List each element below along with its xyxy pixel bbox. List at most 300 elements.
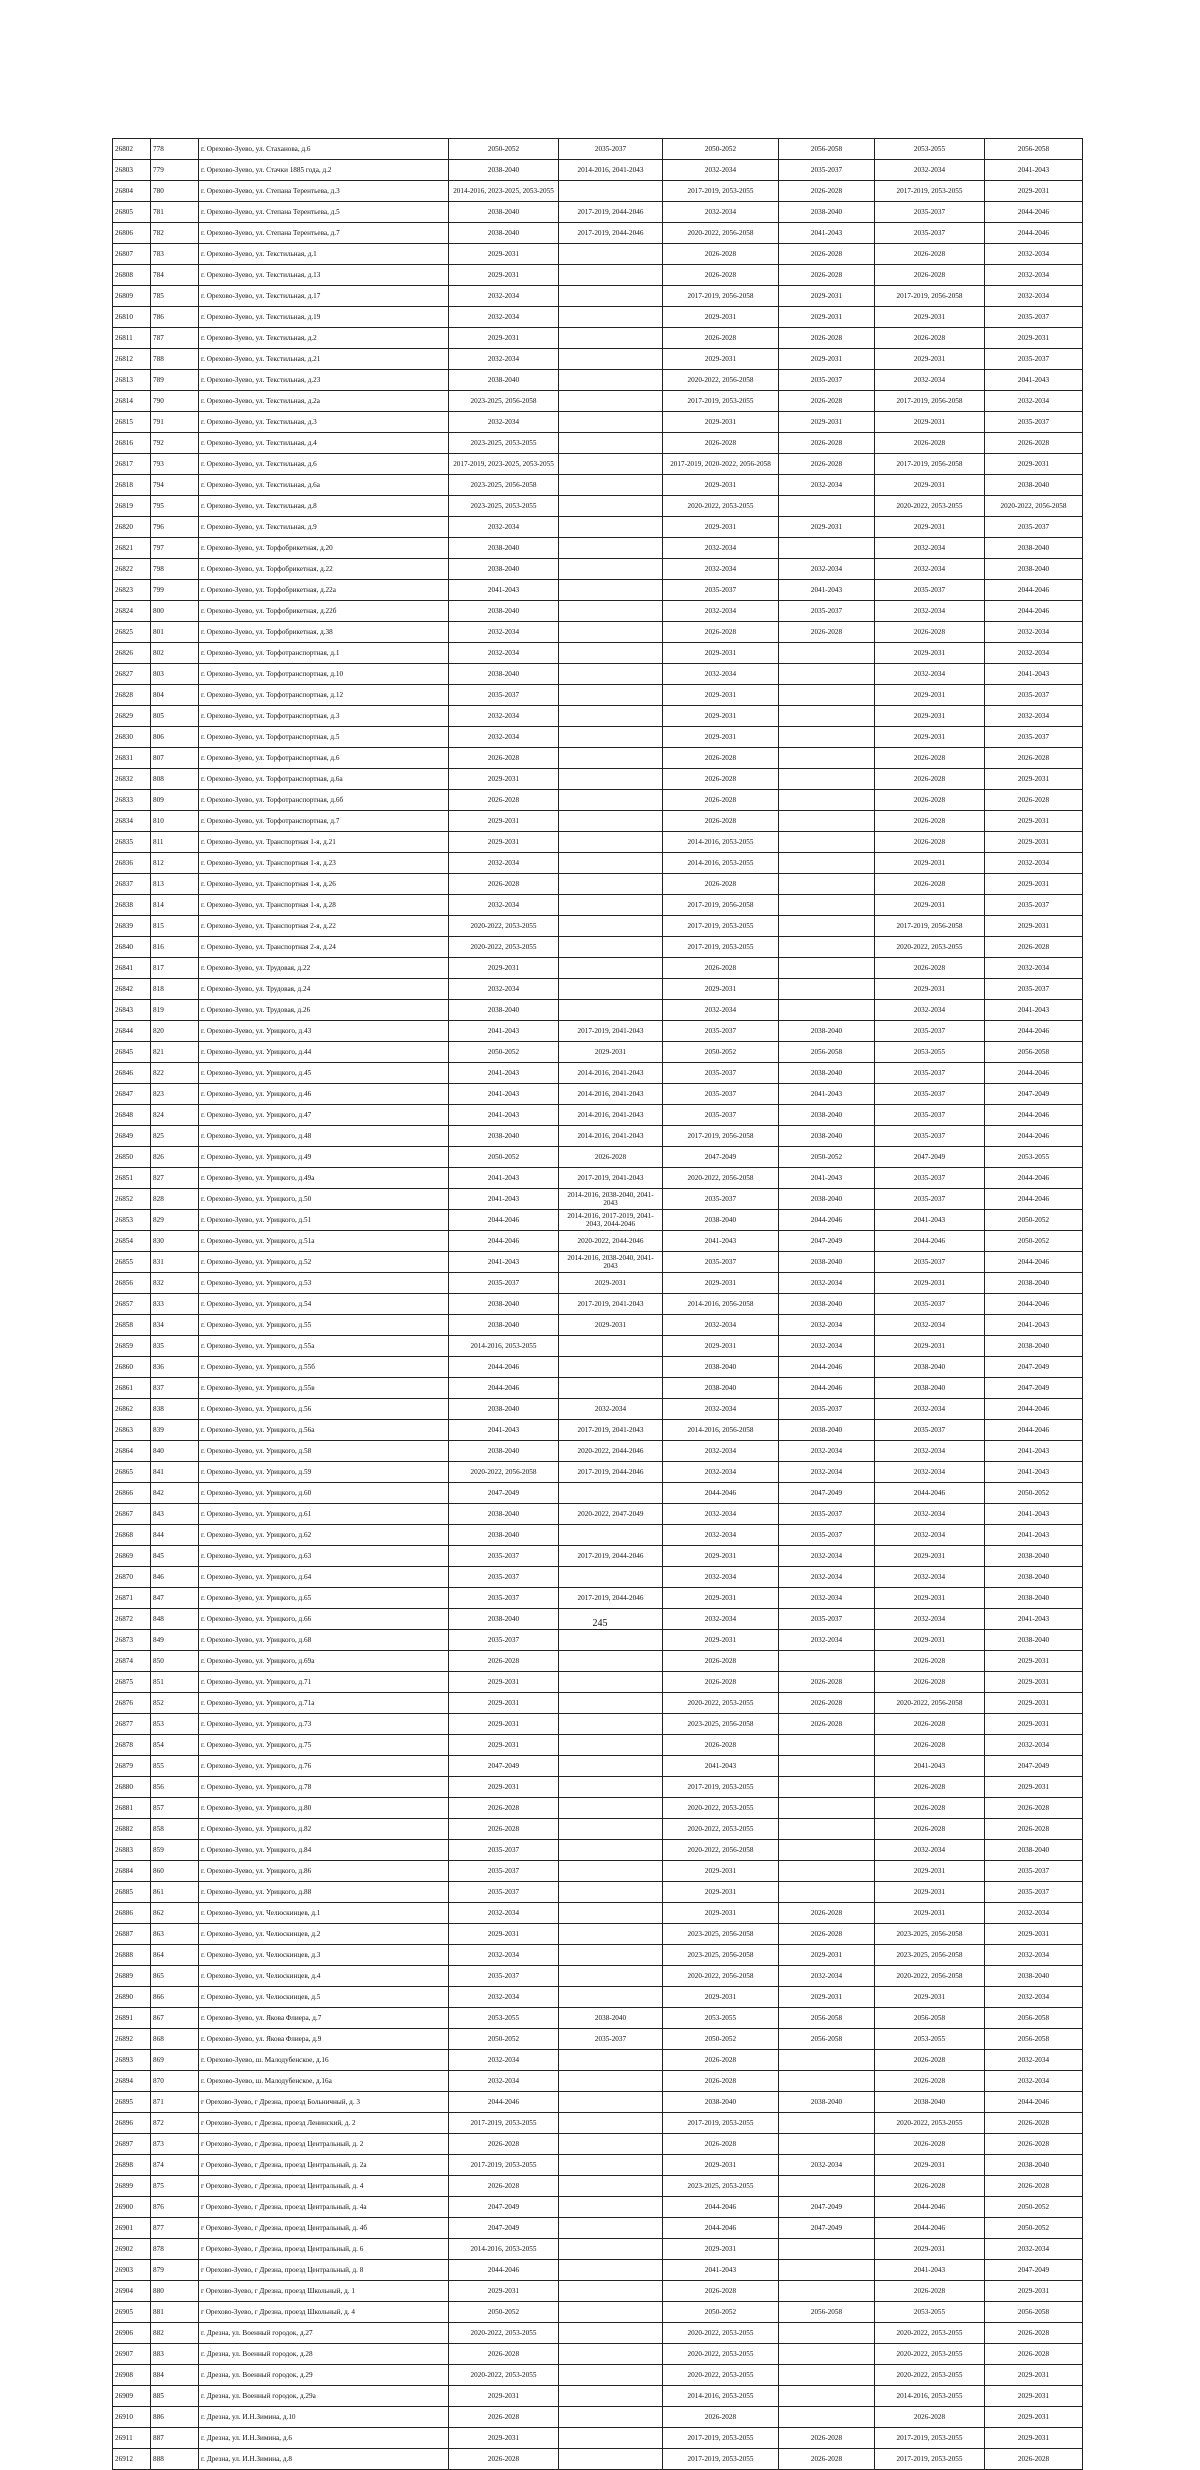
cell-address: г. Орехово-Зуево, ул. Торфотранспортная, д.6 xyxy=(199,748,449,769)
cell-record-id: 26864 xyxy=(113,1441,151,1462)
cell-period-5: 2026-2028 xyxy=(875,832,985,853)
table-row xyxy=(113,517,1083,538)
cell-address: г. Орехово-Зуево, ул. Урицкого, д.80 xyxy=(199,1798,449,1819)
cell-period-6: 2041-2043 xyxy=(985,160,1083,181)
cell-record-id: 26816 xyxy=(113,433,151,454)
cell-address: г. Орехово-Зуево, ул. Урицкого, д.55б xyxy=(199,1357,449,1378)
cell-row-number: 808 xyxy=(151,769,199,790)
cell-row-number: 842 xyxy=(151,1483,199,1504)
cell-period-6: 2032-2034 xyxy=(985,958,1083,979)
cell-period-3: 2026-2028 xyxy=(663,244,779,265)
table-row xyxy=(113,2008,1083,2029)
cell-record-id: 26840 xyxy=(113,937,151,958)
cell-row-number: 802 xyxy=(151,643,199,664)
cell-period-5: 2041-2043 xyxy=(875,1210,985,1231)
cell-period-6: 2047-2049 xyxy=(985,1756,1083,1777)
cell-period-5: 2026-2028 xyxy=(875,874,985,895)
cell-period-6: 2044-2046 xyxy=(985,1420,1083,1441)
cell-row-number: 863 xyxy=(151,1924,199,1945)
cell-record-id: 26841 xyxy=(113,958,151,979)
cell-period-1: 2032-2034 xyxy=(449,517,559,538)
cell-period-3: 2017-2019, 2053-2055 xyxy=(663,1777,779,1798)
cell-period-2 xyxy=(559,853,663,874)
cell-record-id: 26874 xyxy=(113,1651,151,1672)
table-row xyxy=(113,2344,1083,2365)
cell-record-id: 26898 xyxy=(113,2155,151,2176)
cell-period-6: 2038-2040 xyxy=(985,1966,1083,1987)
cell-period-3: 2020-2022, 2056-2058 xyxy=(663,1840,779,1861)
cell-period-3: 2026-2028 xyxy=(663,2281,779,2302)
cell-period-2: 2017-2019, 2041-2043 xyxy=(559,1021,663,1042)
cell-address: г. Орехово-Зуево, ул. Текстильная, д.3 xyxy=(199,412,449,433)
cell-record-id: 26877 xyxy=(113,1714,151,1735)
cell-period-4 xyxy=(779,1000,875,1021)
table-row xyxy=(113,328,1083,349)
cell-period-5: 2035-2037 xyxy=(875,1063,985,1084)
cell-period-1: 2026-2028 xyxy=(449,2449,559,2470)
cell-period-5: 2029-2031 xyxy=(875,643,985,664)
cell-address: г. Дрезна, ул. Военный городок, д.27 xyxy=(199,2323,449,2344)
cell-period-2 xyxy=(559,664,663,685)
cell-period-1: 2035-2037 xyxy=(449,1882,559,1903)
cell-period-6: 2032-2034 xyxy=(985,622,1083,643)
table-row xyxy=(113,1399,1083,1420)
cell-period-1: 2032-2034 xyxy=(449,895,559,916)
cell-period-4: 2032-2034 xyxy=(779,1567,875,1588)
cell-row-number: 877 xyxy=(151,2218,199,2239)
cell-row-number: 796 xyxy=(151,517,199,538)
cell-address: г. Орехово-Зуево, ул. Урицкого, д.58 xyxy=(199,1441,449,1462)
cell-period-6: 2032-2034 xyxy=(985,265,1083,286)
cell-period-4 xyxy=(779,769,875,790)
cell-record-id: 26908 xyxy=(113,2365,151,2386)
cell-record-id: 26857 xyxy=(113,1294,151,1315)
cell-record-id: 26859 xyxy=(113,1336,151,1357)
cell-period-2 xyxy=(559,496,663,517)
cell-period-3: 2029-2031 xyxy=(663,685,779,706)
table-row xyxy=(113,1021,1083,1042)
cell-period-3: 2026-2028 xyxy=(663,874,779,895)
cell-period-6: 2035-2037 xyxy=(985,1882,1083,1903)
cell-period-6: 2035-2037 xyxy=(985,517,1083,538)
cell-row-number: 887 xyxy=(151,2428,199,2449)
cell-period-5: 2035-2037 xyxy=(875,580,985,601)
cell-period-2 xyxy=(559,349,663,370)
cell-address: г. Орехово-Зуево, ул. Урицкого, д.50 xyxy=(199,1189,449,1210)
cell-period-4: 2056-2058 xyxy=(779,1042,875,1063)
cell-address: г. Орехово-Зуево, ул. Урицкого, д.55а xyxy=(199,1336,449,1357)
cell-period-4 xyxy=(779,1861,875,1882)
cell-period-1: 2041-2043 xyxy=(449,1168,559,1189)
cell-record-id: 26910 xyxy=(113,2407,151,2428)
cell-period-3: 2032-2034 xyxy=(663,559,779,580)
table-row xyxy=(113,2197,1083,2218)
cell-address: г. Орехово-Зуево, ул. Текстильная, д.17 xyxy=(199,286,449,307)
cell-record-id: 26819 xyxy=(113,496,151,517)
cell-period-2 xyxy=(559,937,663,958)
table-row xyxy=(113,1903,1083,1924)
cell-address: г Орехово-Зуево, г Дрезна, проезд Больничный, д. 3 xyxy=(199,2092,449,2113)
cell-period-4: 2026-2028 xyxy=(779,1924,875,1945)
cell-period-6: 2029-2031 xyxy=(985,454,1083,475)
cell-period-5: 2029-2031 xyxy=(875,853,985,874)
cell-period-4 xyxy=(779,853,875,874)
cell-row-number: 864 xyxy=(151,1945,199,1966)
cell-row-number: 848 xyxy=(151,1609,199,1630)
cell-address: г. Орехово-Зуево, ул. Челюскинцев, д.4 xyxy=(199,1966,449,1987)
cell-period-1: 2035-2037 xyxy=(449,1546,559,1567)
cell-period-2: 2017-2019, 2044-2046 xyxy=(559,1462,663,1483)
cell-record-id: 26810 xyxy=(113,307,151,328)
cell-period-2 xyxy=(559,265,663,286)
table-row xyxy=(113,1798,1083,1819)
cell-period-6: 2044-2046 xyxy=(985,1294,1083,1315)
cell-period-3: 2026-2028 xyxy=(663,433,779,454)
cell-period-6: 2029-2031 xyxy=(985,1693,1083,1714)
cell-period-1: 2029-2031 xyxy=(449,958,559,979)
cell-period-1: 2041-2043 xyxy=(449,1021,559,1042)
cell-address: г. Орехово-Зуево, ул. Степана Терентьева, д.7 xyxy=(199,223,449,244)
cell-period-5: 2035-2037 xyxy=(875,1189,985,1210)
cell-row-number: 816 xyxy=(151,937,199,958)
cell-period-1: 2017-2019, 2053-2055 xyxy=(449,2155,559,2176)
cell-address: г. Орехово-Зуево, ул. Транспортная 1-я, д.21 xyxy=(199,832,449,853)
cell-period-1: 2032-2034 xyxy=(449,286,559,307)
cell-period-5: 2026-2028 xyxy=(875,2281,985,2302)
cell-period-5: 2029-2031 xyxy=(875,1861,985,1882)
cell-record-id: 26892 xyxy=(113,2029,151,2050)
cell-period-6: 2041-2043 xyxy=(985,1441,1083,1462)
cell-row-number: 784 xyxy=(151,265,199,286)
cell-row-number: 849 xyxy=(151,1630,199,1651)
cell-period-5: 2029-2031 xyxy=(875,1630,985,1651)
table-row xyxy=(113,1567,1083,1588)
cell-period-6: 2041-2043 xyxy=(985,370,1083,391)
cell-period-4: 2044-2046 xyxy=(779,1210,875,1231)
cell-address: г Орехово-Зуево, г Дрезна, проезд Центральный, д. 4а xyxy=(199,2197,449,2218)
cell-period-5: 2017-2019, 2053-2055 xyxy=(875,2449,985,2470)
cell-address: г. Орехово-Зуево, ул. Урицкого, д.82 xyxy=(199,1819,449,1840)
cell-address: г. Орехово-Зуево, ул. Транспортная 1-я, д.26 xyxy=(199,874,449,895)
cell-period-1: 2029-2031 xyxy=(449,265,559,286)
cell-period-4: 2026-2028 xyxy=(779,1714,875,1735)
cell-period-2: 2038-2040 xyxy=(559,2008,663,2029)
cell-period-6: 2026-2028 xyxy=(985,2176,1083,2197)
cell-period-5: 2017-2019, 2053-2055 xyxy=(875,2428,985,2449)
table-row xyxy=(113,1420,1083,1441)
cell-period-1: 2044-2046 xyxy=(449,1210,559,1231)
cell-period-5: 2032-2034 xyxy=(875,1840,985,1861)
cell-period-1: 2017-2019, 2053-2055 xyxy=(449,2113,559,2134)
cell-period-5: 2020-2022, 2056-2058 xyxy=(875,1693,985,1714)
cell-period-3: 2029-2031 xyxy=(663,412,779,433)
cell-row-number: 818 xyxy=(151,979,199,1000)
cell-address: г. Орехово-Зуево, ул. Текстильная, д.4 xyxy=(199,433,449,454)
cell-record-id: 26876 xyxy=(113,1693,151,1714)
cell-period-5: 2035-2037 xyxy=(875,202,985,223)
cell-period-4 xyxy=(779,2323,875,2344)
cell-period-1: 2050-2052 xyxy=(449,1042,559,1063)
cell-period-6: 2029-2031 xyxy=(985,2428,1083,2449)
cell-row-number: 786 xyxy=(151,307,199,328)
cell-record-id: 26906 xyxy=(113,2323,151,2344)
cell-period-1: 2032-2034 xyxy=(449,727,559,748)
cell-period-1: 2026-2028 xyxy=(449,2407,559,2428)
cell-address: г. Дрезна, ул. Военный городок, д.29а xyxy=(199,2386,449,2407)
cell-period-1: 2023-2025, 2053-2055 xyxy=(449,433,559,454)
cell-row-number: 837 xyxy=(151,1378,199,1399)
table-row xyxy=(113,2449,1083,2470)
cell-period-3: 2026-2028 xyxy=(663,2050,779,2071)
cell-period-6: 2044-2046 xyxy=(985,202,1083,223)
cell-period-5: 2020-2022, 2053-2055 xyxy=(875,937,985,958)
table-row xyxy=(113,2260,1083,2281)
cell-period-5: 2035-2037 xyxy=(875,223,985,244)
table-row xyxy=(113,1630,1083,1651)
cell-period-5: 2017-2019, 2056-2058 xyxy=(875,454,985,475)
cell-record-id: 26880 xyxy=(113,1777,151,1798)
cell-period-6: 2044-2046 xyxy=(985,1105,1083,1126)
cell-period-2 xyxy=(559,580,663,601)
cell-period-3: 2041-2043 xyxy=(663,2260,779,2281)
cell-period-1: 2050-2052 xyxy=(449,1147,559,1168)
cell-period-4: 2056-2058 xyxy=(779,139,875,160)
table-row xyxy=(113,1336,1083,1357)
cell-row-number: 840 xyxy=(151,1441,199,1462)
cell-address: г. Орехово-Зуево, ул. Текстильная, д.19 xyxy=(199,307,449,328)
table-row xyxy=(113,1504,1083,1525)
cell-period-3: 2038-2040 xyxy=(663,2092,779,2113)
cell-period-5: 2038-2040 xyxy=(875,1357,985,1378)
cell-period-3: 2017-2019, 2053-2055 xyxy=(663,2113,779,2134)
cell-period-4: 2032-2034 xyxy=(779,1441,875,1462)
table-row xyxy=(113,1882,1083,1903)
cell-record-id: 26888 xyxy=(113,1945,151,1966)
cell-row-number: 851 xyxy=(151,1672,199,1693)
cell-period-4 xyxy=(779,2050,875,2071)
cell-row-number: 838 xyxy=(151,1399,199,1420)
cell-period-4: 2029-2031 xyxy=(779,307,875,328)
cell-period-1: 2035-2037 xyxy=(449,1273,559,1294)
cell-period-4: 2041-2043 xyxy=(779,580,875,601)
table-row xyxy=(113,1819,1083,1840)
cell-address: г. Орехово-Зуево, ул. Торфотранспортная, д.6а xyxy=(199,769,449,790)
cell-record-id: 26902 xyxy=(113,2239,151,2260)
cell-period-5: 2026-2028 xyxy=(875,2176,985,2197)
cell-period-1: 2035-2037 xyxy=(449,1630,559,1651)
cell-period-6: 2029-2031 xyxy=(985,2365,1083,2386)
cell-row-number: 803 xyxy=(151,664,199,685)
cell-address: г. Орехово-Зуево, ул. Торфотранспортная, д.1 xyxy=(199,643,449,664)
cell-period-2 xyxy=(559,601,663,622)
cell-period-4: 2038-2040 xyxy=(779,2092,875,2113)
cell-period-2 xyxy=(559,2449,663,2470)
cell-period-2 xyxy=(559,790,663,811)
cell-period-2: 2014-2016, 2038-2040, 2041-2043 xyxy=(559,1252,663,1273)
cell-period-5: 2029-2031 xyxy=(875,979,985,1000)
cell-address: г. Орехово-Зуево, ул. Урицкого, д.76 xyxy=(199,1756,449,1777)
cell-period-4: 2056-2058 xyxy=(779,2008,875,2029)
cell-period-3: 2035-2037 xyxy=(663,1063,779,1084)
cell-record-id: 26809 xyxy=(113,286,151,307)
cell-row-number: 823 xyxy=(151,1084,199,1105)
cell-period-4: 2038-2040 xyxy=(779,1294,875,1315)
cell-period-6: 2038-2040 xyxy=(985,1546,1083,1567)
cell-period-5: 2032-2034 xyxy=(875,559,985,580)
cell-period-2 xyxy=(559,244,663,265)
cell-period-3: 2032-2034 xyxy=(663,1609,779,1630)
cell-record-id: 26805 xyxy=(113,202,151,223)
cell-period-2 xyxy=(559,1882,663,1903)
cell-address: г. Орехово-Зуево, ул. Урицкого, д.68 xyxy=(199,1630,449,1651)
cell-period-6: 2035-2037 xyxy=(985,1861,1083,1882)
cell-row-number: 807 xyxy=(151,748,199,769)
cell-row-number: 811 xyxy=(151,832,199,853)
cell-period-2 xyxy=(559,2365,663,2386)
cell-period-1: 2050-2052 xyxy=(449,2302,559,2323)
cell-address: г. Орехово-Зуево, ул. Урицкого, д.66 xyxy=(199,1609,449,1630)
cell-period-5: 2032-2034 xyxy=(875,160,985,181)
cell-period-6: 2035-2037 xyxy=(985,727,1083,748)
cell-address: г. Орехово-Зуево, ул. Текстильная, д.2а xyxy=(199,391,449,412)
cell-period-4: 2026-2028 xyxy=(779,265,875,286)
cell-period-6: 2044-2046 xyxy=(985,1189,1083,1210)
cell-row-number: 809 xyxy=(151,790,199,811)
table-row xyxy=(113,1987,1083,2008)
cell-address: г. Орехово-Зуево, ул. Урицкого, д.44 xyxy=(199,1042,449,1063)
cell-record-id: 26887 xyxy=(113,1924,151,1945)
table-row xyxy=(113,1084,1083,1105)
cell-record-id: 26901 xyxy=(113,2218,151,2239)
cell-row-number: 798 xyxy=(151,559,199,580)
cell-record-id: 26839 xyxy=(113,916,151,937)
cell-period-6: 2029-2031 xyxy=(985,1714,1083,1735)
cell-address: г Орехово-Зуево, г Дрезна, проезд Центральный, д. 4 xyxy=(199,2176,449,2197)
cell-row-number: 884 xyxy=(151,2365,199,2386)
table-row xyxy=(113,1000,1083,1021)
cell-period-3: 2032-2034 xyxy=(663,1315,779,1336)
cell-period-1: 2026-2028 xyxy=(449,1798,559,1819)
cell-period-1: 2029-2031 xyxy=(449,1924,559,1945)
table-row xyxy=(113,1126,1083,1147)
cell-period-5: 2026-2028 xyxy=(875,1651,985,1672)
cell-period-3: 2035-2037 xyxy=(663,1105,779,1126)
cell-address: г. Орехово-Зуево, ул. Урицкого, д.69а xyxy=(199,1651,449,1672)
cell-period-6: 2035-2037 xyxy=(985,685,1083,706)
cell-period-2 xyxy=(559,517,663,538)
cell-address: г. Орехово-Зуево, ул. Степана Терентьева, д.5 xyxy=(199,202,449,223)
cell-address: г. Орехово-Зуево, ул. Транспортная 1-я, д.23 xyxy=(199,853,449,874)
cell-period-4: 2029-2031 xyxy=(779,517,875,538)
cell-address: г. Орехово-Зуево, ул. Текстильная, д.8 xyxy=(199,496,449,517)
cell-period-1: 2038-2040 xyxy=(449,1441,559,1462)
cell-record-id: 26830 xyxy=(113,727,151,748)
cell-period-5: 2026-2028 xyxy=(875,1777,985,1798)
cell-period-5: 2044-2046 xyxy=(875,2197,985,2218)
cell-period-5: 2029-2031 xyxy=(875,1546,985,1567)
cell-period-4 xyxy=(779,1798,875,1819)
cell-period-3: 2026-2028 xyxy=(663,622,779,643)
cell-period-1: 2020-2022, 2053-2055 xyxy=(449,937,559,958)
cell-period-6: 2044-2046 xyxy=(985,1399,1083,1420)
cell-row-number: 832 xyxy=(151,1273,199,1294)
cell-record-id: 26854 xyxy=(113,1231,151,1252)
cell-record-id: 26843 xyxy=(113,1000,151,1021)
cell-period-1: 2029-2031 xyxy=(449,2386,559,2407)
table-row xyxy=(113,475,1083,496)
cell-row-number: 789 xyxy=(151,370,199,391)
cell-address: г. Орехово-Зуево, ул. Челюскинцев, д.5 xyxy=(199,1987,449,2008)
cell-period-3: 2020-2022, 2053-2055 xyxy=(663,1693,779,1714)
cell-period-2 xyxy=(559,1966,663,1987)
cell-period-3: 2032-2034 xyxy=(663,538,779,559)
cell-period-4 xyxy=(779,1735,875,1756)
cell-record-id: 26865 xyxy=(113,1462,151,1483)
cell-row-number: 782 xyxy=(151,223,199,244)
cell-period-5: 2029-2031 xyxy=(875,517,985,538)
table-row xyxy=(113,307,1083,328)
cell-period-6: 2044-2046 xyxy=(985,1021,1083,1042)
cell-period-6: 2029-2031 xyxy=(985,1651,1083,1672)
cell-period-5: 2053-2055 xyxy=(875,2029,985,2050)
table-row xyxy=(113,223,1083,244)
cell-period-6: 2029-2031 xyxy=(985,874,1083,895)
table-row xyxy=(113,706,1083,727)
cell-record-id: 26803 xyxy=(113,160,151,181)
cell-row-number: 799 xyxy=(151,580,199,601)
cell-period-5: 2032-2034 xyxy=(875,601,985,622)
cell-period-4 xyxy=(779,1819,875,1840)
cell-period-6: 2029-2031 xyxy=(985,2386,1083,2407)
table-row xyxy=(113,538,1083,559)
cell-address: г. Орехово-Зуево, ул. Урицкого, д.43 xyxy=(199,1021,449,1042)
cell-row-number: 869 xyxy=(151,2050,199,2071)
cell-row-number: 865 xyxy=(151,1966,199,1987)
cell-period-6: 2029-2031 xyxy=(985,811,1083,832)
cell-period-2 xyxy=(559,1861,663,1882)
table-row xyxy=(113,895,1083,916)
cell-period-5: 2029-2031 xyxy=(875,1336,985,1357)
table-row xyxy=(113,937,1083,958)
cell-period-2 xyxy=(559,622,663,643)
cell-row-number: 834 xyxy=(151,1315,199,1336)
cell-row-number: 820 xyxy=(151,1021,199,1042)
cell-period-5: 2029-2031 xyxy=(875,685,985,706)
cell-period-6: 2044-2046 xyxy=(985,1126,1083,1147)
cell-period-5: 2029-2031 xyxy=(875,349,985,370)
cell-period-4: 2026-2028 xyxy=(779,2428,875,2449)
cell-row-number: 788 xyxy=(151,349,199,370)
cell-period-5: 2044-2046 xyxy=(875,1231,985,1252)
cell-period-6: 2038-2040 xyxy=(985,1588,1083,1609)
cell-record-id: 26814 xyxy=(113,391,151,412)
cell-period-3: 2029-2031 xyxy=(663,1630,779,1651)
cell-period-5: 2026-2028 xyxy=(875,2050,985,2071)
cell-period-6: 2038-2040 xyxy=(985,538,1083,559)
cell-period-3: 2029-2031 xyxy=(663,1546,779,1567)
cell-row-number: 854 xyxy=(151,1735,199,1756)
cell-address: г. Дрезна, ул. И.Н.Зимина, д.10 xyxy=(199,2407,449,2428)
cell-period-4 xyxy=(779,937,875,958)
cell-row-number: 797 xyxy=(151,538,199,559)
cell-period-1: 2029-2031 xyxy=(449,811,559,832)
cell-period-1: 2041-2043 xyxy=(449,1189,559,1210)
cell-period-1: 2041-2043 xyxy=(449,1105,559,1126)
cell-period-4 xyxy=(779,1756,875,1777)
cell-period-2 xyxy=(559,559,663,580)
cell-address: г. Орехово-Зуево, ул. Торфотранспортная, д.6б xyxy=(199,790,449,811)
cell-period-1: 2038-2040 xyxy=(449,160,559,181)
